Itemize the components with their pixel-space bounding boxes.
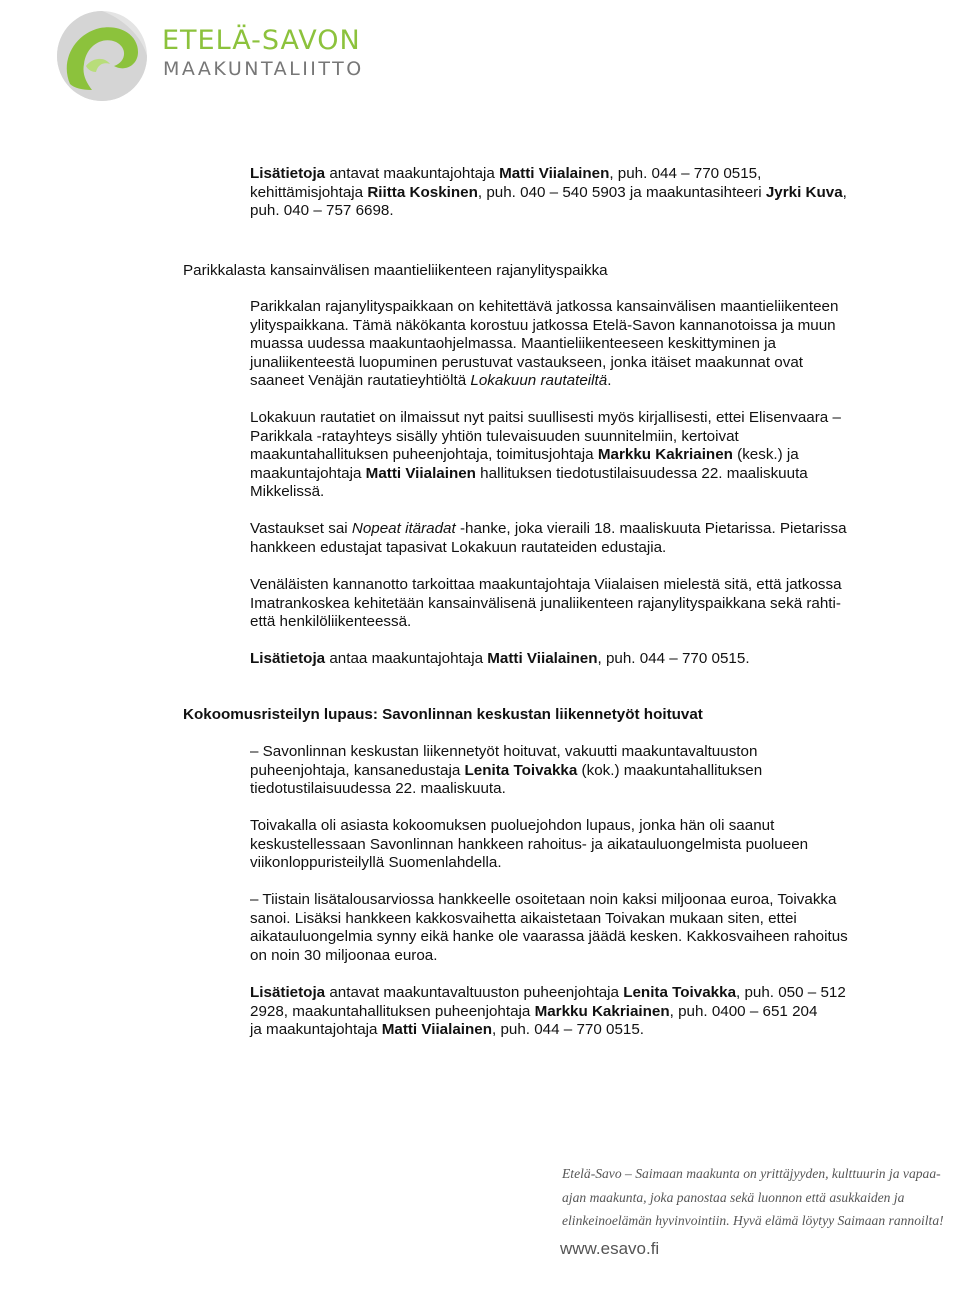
logo-subtitle: MAAKUNTALIITTO [163, 58, 364, 80]
body-paragraph-3: Lokakuun rautatiet on ilmaissut nyt paitsi suullisesti myös kirjallisesti, ettei Elisenvaara – Parikkala -ratayhteys sisälly yhtiön tulevaisuuden suunnitelmiin, kertoivat maakuntahallituksen puheenjohtaja, toimitusjohtaja Markku Kakriainen (kesk.) ja maakuntajohtaja Matti Viialainen hallituksen tiedotustilaisuudessa 22. maaliskuuta Mikkelissä. [250, 409, 841, 501]
logo-title: ETELÄ-SAVON [162, 25, 361, 56]
body-paragraph-7: – Savonlinnan keskustan liikennetyöt hoituvat, vakuutti maakuntavaltuuston puheenjohtaja, kansanedustaja Lenita Toivakka (kok.) maakuntahallituksen tiedotustilaisuudessa 22. maaliskuuta. [250, 743, 763, 798]
organization-logo [52, 6, 362, 106]
logo-emblem-icon [52, 6, 164, 106]
body-paragraph-4: Vastaukset sai Nopeat itäradat -hanke, joka vieraili 18. maaliskuuta Pietarissa. Pietarissa hankkeen edustajat tapasivat Lokakuun rautateiden edustajia. [250, 520, 847, 556]
body-paragraph-9: – Tiistain lisätalousarviossa hankkeelle osoitetaan noin kaksi miljoonaa euroa, Toivakka sanoi. Lisäksi hankkeen kakkosvaihetta aikaistetaan Toivakan mukaan siten, ettei aikatauluongelmia synny eikä hanke ole vaarassa jäädä kesken. Kakkosvaiheen rahoitus on noin 30 miljoonaa euroa. [250, 891, 848, 964]
section-heading-2: Kokoomusristeilyn lupaus: Savonlinnan keskustan liikennetyöt hoituvat [183, 706, 703, 723]
contact-name: Jyrki Kuva [765, 183, 843, 201]
contact-name: Matti Viialainen [499, 165, 610, 182]
body-paragraph-5: Venäläisten kannanotto tarkoittaa maakuntajohtaja Viialaisen mielestä sitä, että jatkossa Imatrankoskea kehitetään kansainvälisenä junaliikenteen rajanylityspaikkana sekä rahti- että henkilöliikenteessä. [250, 576, 842, 631]
contact-name: Riitta Koskinen [367, 183, 478, 201]
footer-website-link[interactable]: www.esavo.fi [560, 1239, 660, 1258]
contact-label: Lisätietoja [250, 165, 326, 182]
footer-slogan: Etelä-Savo – Saimaan maakunta on yrittäjyyden, kulttuurin ja vapaa- ajan maakunta, joka panostaa sekä luonnon että asukkaiden ja elinkeinoelämän hyvinvointiin. Hyvä elämä löytyy Saimaan rannoilta! [562, 1166, 944, 1228]
section-heading-1: Parikkalasta kansainvälisen maantieliikenteen rajanylityspaikka [183, 262, 608, 279]
body-paragraph-2: Parikkalan rajanylityspaikkaan on kehitettävä jatkossa kansainvälisen maantieliikenteen ylityspaikkana. Tämä näkökanta korostuu jatkossa Etelä-Savon kannanotoissa ja muun muassa uudessa maakuntaohjelmassa. Maantieliikenteeseen keskittyminen ja junaliikenteestä luopuminen perustuvat vastaukseen, jonka itäiset maakunnat ovat saaneet Venäjän rautatieyhtiöltä Lokakuun rautateiltä. [250, 298, 839, 390]
contact-paragraph-10: Lisätietoja antavat maakuntavaltuuston puheenjohtaja Lenita Toivakka, puh. 050 – 512 2928, maakuntahallituksen puheenjohtaja Markku Kakriainen, puh. 0400 – 651 204 ja maakuntajohtaja Matti Viialainen, puh. 044 – 770 0515. [250, 984, 846, 1039]
body-paragraph-8: Toivakalla oli asiasta kokoomuksen puoluejohdon lupaus, jonka hän oli saanut keskustellessaan Savonlinnan hankkeen rahoitus- ja aikatauluongelmista puolueen viikonloppuristeilyllä Suomenlahdella. [250, 817, 809, 872]
contact-paragraph-1: Lisätietoja antavat maakuntajohtaja Matti Viialainen, puh. 044 – 770 0515, kehittämisjohtaja Riitta Koskinen, puh. 040 – 540 5903 ja maakuntasihteeri Jyrki Kuva, puh. 040 – 757 6698. [250, 165, 847, 220]
contact-paragraph-6: Lisätietoja antaa maakuntajohtaja Matti Viialainen, puh. 044 – 770 0515. [250, 650, 750, 667]
